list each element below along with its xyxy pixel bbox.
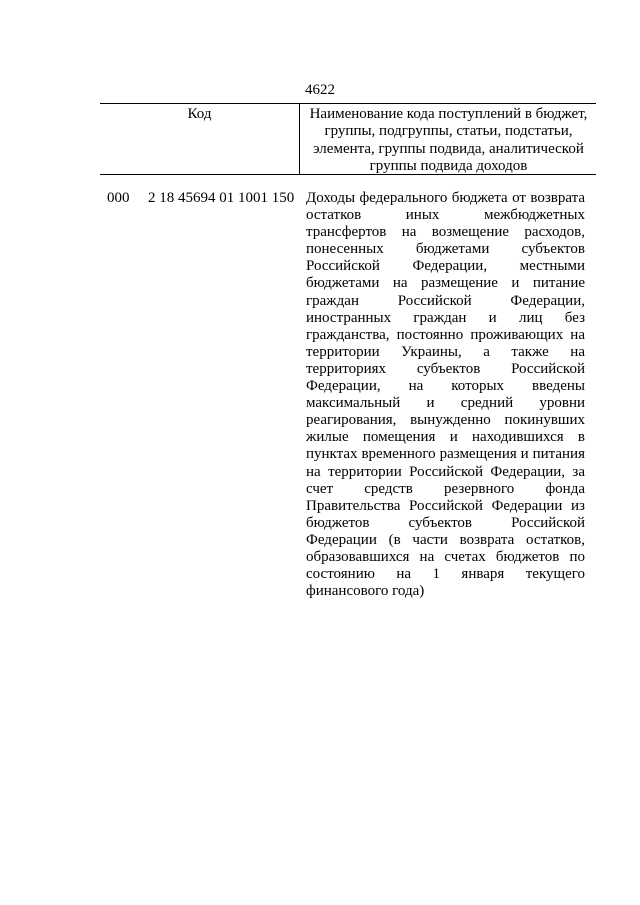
column-header-code: Код [187,106,212,122]
column-divider [299,104,300,174]
revenue-code-cell: 2 18 45694 01 1001 150 [148,190,295,206]
table-header [100,103,596,175]
column-header-name: Наименование кода поступлений в бюджет, группы, подгруппы, статьи, подстатьи, элемента, группы подвида, аналитической группы подвида доходов [309,106,588,175]
admin-code-cell: 000 [107,190,130,206]
page-number: 4622 [305,82,335,98]
revenue-description-cell: Доходы федерального бюджета от возврата остатков иных межбюджетных трансфертов на возмещение расходов, понесенных бюджетами субъектов Российской Федерации, местными бюджетами на размещение и питание граждан Российской Федерации, иностранных граждан и лиц без гражданства, постоянно проживающих на территории Украины, а также на территориях субъектов Российской Федерации, на которых введены максимальный и средний уровни реагирования, вынужденно покинувших жилые помещения и находившихся в пунктах временного размещения и питания на территории Российской Федерации, за счет средств резервного фонда Правительства Российской Федерации из бюджетов субъектов Российской Федерации (в части возврата остатков, образовавшихся на счетах бюджетов по состоянию на 1 января текущего финансового года) [306,190,585,600]
